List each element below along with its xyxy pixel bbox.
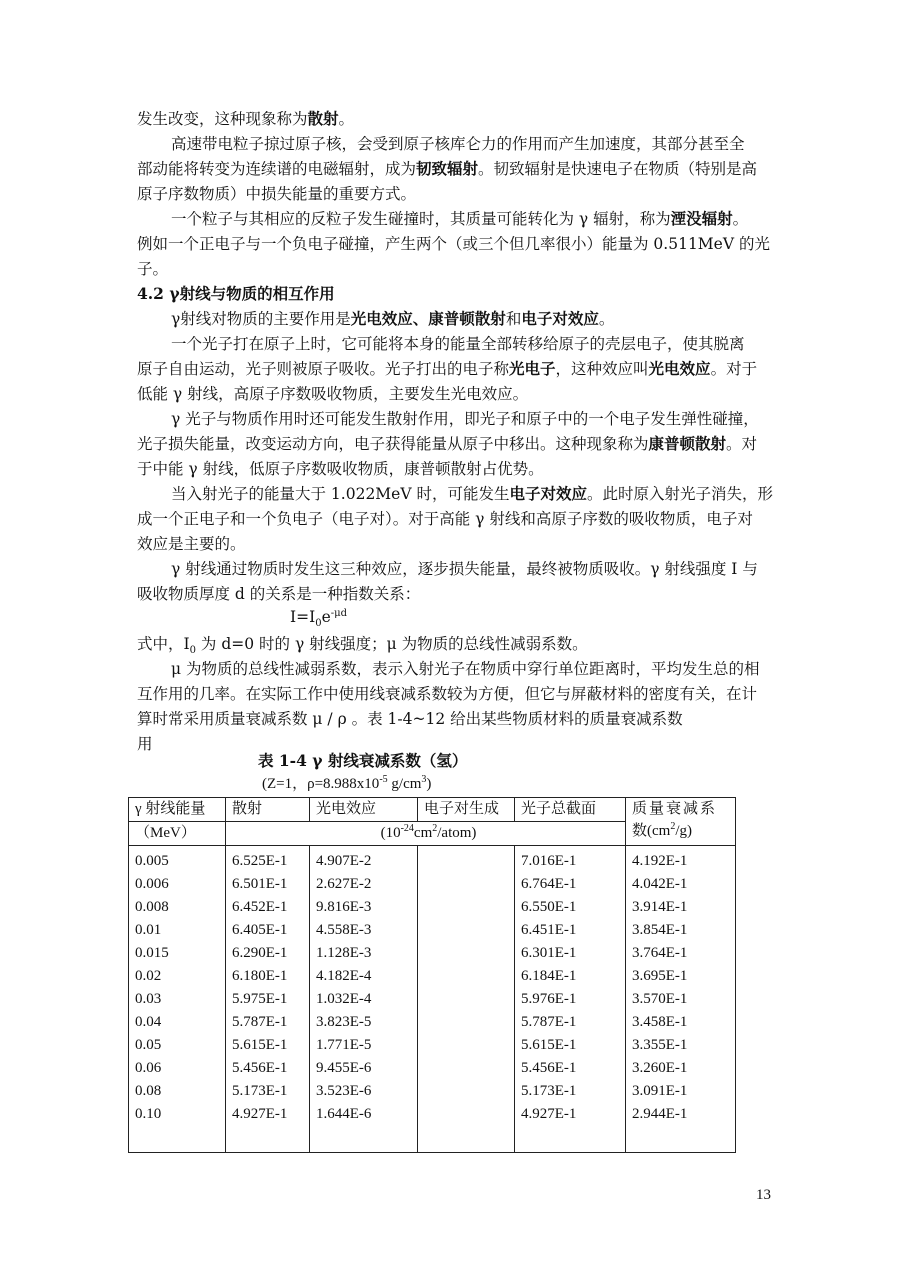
paragraph-line: 发生改变，这种现象称为散射。 (137, 109, 355, 128)
table-cell: 6.405E-1 (226, 919, 310, 942)
table-cell: 0.01 (129, 919, 226, 942)
table-cell: 5.456E-1 (515, 1057, 626, 1080)
table-cell: 6.180E-1 (226, 965, 310, 988)
paragraph-line: 光子损失能量，改变运动方向，电子获得能量从原子中移出。这种现象称为康普顿散射。对 (137, 434, 758, 453)
table-cell (418, 988, 515, 1011)
table-cell: 5.615E-1 (226, 1034, 310, 1057)
table-cell: 3.854E-1 (626, 919, 736, 942)
table-subcaption: (Z=1，$\rho=8.988x10^{-5}$ $g/cm^3$) (262, 774, 432, 792)
table-cell: 1.032E-4 (310, 988, 418, 1011)
table-cell (418, 873, 515, 896)
table-cell: 6.550E-1 (515, 896, 626, 919)
table-cell: 5.976E-1 (515, 988, 626, 1011)
paragraph-line: 算时常采用质量衰减系数 μ / ρ 。表 1-4~12 给出某些物质材料的质量衰减系数 (137, 710, 683, 728)
table-cell: 3.260E-1 (626, 1057, 736, 1080)
table-cell (418, 1080, 515, 1103)
table-cell: 5.787E-1 (515, 1011, 626, 1034)
table-cell: 3.570E-1 (626, 988, 736, 1011)
header-pair-production: 电子对生成 (418, 798, 515, 822)
table-row (129, 919, 736, 942)
table-cell: 4.558E-3 (310, 919, 418, 942)
paragraph-line: 成一个正电子和一个负电子（电子对）。对于高能 γ 射线和高原子序数的吸收物质，电子对 (137, 510, 753, 528)
table-cell: 5.456E-1 (226, 1057, 310, 1080)
table-cell: 1.644E-6 (310, 1103, 418, 1126)
header-scatter: 散射 (226, 798, 310, 822)
table-cell (418, 1034, 515, 1057)
table-cell: 2.627E-2 (310, 873, 418, 896)
table-cell: 6.764E-1 (515, 873, 626, 896)
table-cell (418, 1011, 515, 1034)
table-cell (226, 1126, 310, 1153)
table-cell: 0.03 (129, 988, 226, 1011)
header-total-cross-section: 光子总截面 (515, 798, 626, 822)
table-cell: 0.008 (129, 896, 226, 919)
table-cell: 2.944E-1 (626, 1103, 736, 1126)
table-cell: 1.771E-5 (310, 1034, 418, 1057)
table-row (129, 1057, 736, 1080)
paragraph-line: 用 (137, 735, 153, 753)
paragraph-line: 原子序数物质）中损失能量的重要方式。 (137, 185, 417, 203)
header-photoelectric: 光电效应 (310, 798, 418, 822)
table-row (129, 846, 736, 874)
table-cell: 5.787E-1 (226, 1011, 310, 1034)
table-cell: 5.975E-1 (226, 988, 310, 1011)
header-energy: γ 射线能量 (129, 798, 226, 822)
table-caption: 表 1-4 γ 射线衰减系数（氢） (258, 751, 468, 770)
table-cell: 4.182E-4 (310, 965, 418, 988)
table-cell: 3.458E-1 (626, 1011, 736, 1034)
paragraph-line: 式中，$I_0$ 为 d=0 时的 γ 射线强度；μ 为物质的总线性减弱系数。 (137, 635, 588, 657)
table-row (129, 1103, 736, 1126)
table-cell: 0.05 (129, 1034, 226, 1057)
table-cell: 5.615E-1 (515, 1034, 626, 1057)
header-cross-section-unit: $(10^{-24}cm^2/atom)$ (226, 822, 626, 846)
table-cell: 3.355E-1 (626, 1034, 736, 1057)
table-cell: 4.927E-1 (515, 1103, 626, 1126)
table-cell: 3.914E-1 (626, 896, 736, 919)
table-row (129, 965, 736, 988)
paragraph-line: 部动能将转变为连续谱的电磁辐射，成为韧致辐射。韧致辐射是快速电子在物质（特别是高 (137, 159, 758, 178)
table-cell: 6.184E-1 (515, 965, 626, 988)
table-cell (515, 1126, 626, 1153)
table-cell: 4.192E-1 (626, 846, 736, 874)
table-row (129, 873, 736, 896)
table-cell: 0.005 (129, 846, 226, 874)
paragraph-line: 例如一个正电子与一个负电子碰撞，产生两个（或三个但几率很小）能量为 0.511MeV 的光 (137, 235, 770, 253)
table-cell: 6.290E-1 (226, 942, 310, 965)
paragraph-line: 一个粒子与其相应的反粒子发生碰撞时，其质量可能转化为 γ 辐射，称为湮没辐射。 (171, 209, 749, 228)
table-cell: 4.907E-2 (310, 846, 418, 874)
table-cell: 7.016E-1 (515, 846, 626, 874)
table-cell: 1.128E-3 (310, 942, 418, 965)
table-row (129, 1126, 736, 1153)
table-row (129, 942, 736, 965)
table-cell (418, 942, 515, 965)
table-cell: 6.451E-1 (515, 919, 626, 942)
table-cell (129, 1126, 226, 1153)
table-cell (418, 965, 515, 988)
paragraph-line: γ 射线通过物质时发生这三种效应，逐步损失能量，最终被物质吸收。γ 射线强度 I 与 (171, 560, 758, 578)
table-row (129, 1080, 736, 1103)
table-cell: 3.823E-5 (310, 1011, 418, 1034)
table-cell: 4.042E-1 (626, 873, 736, 896)
table-cell: 0.10 (129, 1103, 226, 1126)
table-row (129, 896, 736, 919)
formula: $I=I_0e^{-\mu d}$ (290, 607, 348, 630)
table-row (129, 1011, 736, 1034)
table-row (129, 988, 736, 1011)
table-cell: 0.015 (129, 942, 226, 965)
table-cell: 3.523E-6 (310, 1080, 418, 1103)
paragraph-line: 互作用的几率。在实际工作中使用线衰减系数较为方便，但它与屏蔽材料的密度有关，在计 (137, 685, 758, 703)
table-cell: 9.816E-3 (310, 896, 418, 919)
paragraph-line: 低能 γ 射线，高原子序数吸收物质，主要发生光电效应。 (137, 385, 529, 403)
table-cell: 5.173E-1 (515, 1080, 626, 1103)
paragraph-line: 子。 (137, 260, 169, 278)
paragraph-line: 于中能 γ 射线，低原子序数吸收物质，康普顿散射占优势。 (137, 460, 544, 478)
table-cell: 6.452E-1 (226, 896, 310, 919)
paragraph-line: 高速带电粒子掠过原子核，会受到原子核库仑力的作用而产生加速度，其部分甚至全 (171, 135, 745, 153)
paragraph-line: γ射线对物质的主要作用是光电效应、康普顿散射和电子对效应。 (171, 309, 615, 328)
table-cell: 3.695E-1 (626, 965, 736, 988)
paragraph-line: μ 为物质的总线性减弱系数，表示入射光子在物质中穿行单位距离时，平均发生总的相 (171, 660, 760, 678)
table-cell (418, 1057, 515, 1080)
table-cell (418, 919, 515, 942)
table-cell: 6.525E-1 (226, 846, 310, 874)
table-cell: 0.06 (129, 1057, 226, 1080)
table-header-row (129, 798, 736, 822)
table-cell: 0.08 (129, 1080, 226, 1103)
table-cell: 3.091E-1 (626, 1080, 736, 1103)
paragraph-line: 当入射光子的能量大于 1.022MeV 时，可能发生电子对效应。此时原入射光子消失，形 (171, 484, 773, 503)
table-cell (418, 1126, 515, 1153)
table-row (129, 1034, 736, 1057)
table-cell (310, 1126, 418, 1153)
table-cell: 3.764E-1 (626, 942, 736, 965)
paragraph-line: γ 光子与物质作用时还可能发生散射作用，即光子和原子中的一个电子发生弹性碰撞， (171, 410, 759, 428)
table-cell: 5.173E-1 (226, 1080, 310, 1103)
section-heading: 4.2 γ射线与物质的相互作用 (137, 284, 335, 303)
paragraph-line: 原子自由运动，光子则被原子吸收。光子打出的电子称光电子，这种效应叫光电效应。对于 (137, 359, 758, 378)
table-cell: 9.455E-6 (310, 1057, 418, 1080)
table-cell (418, 846, 515, 874)
table-cell: 6.301E-1 (515, 942, 626, 965)
table-cell (626, 1126, 736, 1153)
table-cell: 0.04 (129, 1011, 226, 1034)
table-cell (418, 1103, 515, 1126)
table-cell: 4.927E-1 (226, 1103, 310, 1126)
table-cell: 6.501E-1 (226, 873, 310, 896)
table-cell (418, 896, 515, 919)
paragraph-line: 吸收物质厚度 d 的关系是一种指数关系： (137, 585, 421, 603)
table-cell: 0.02 (129, 965, 226, 988)
header-energy-unit: （MeV） (129, 822, 226, 846)
attenuation-table (128, 797, 736, 1153)
table-cell: 0.006 (129, 873, 226, 896)
header-mass-attenuation: 质量衰减系 数$(cm^2/g)$ (626, 798, 736, 846)
page-number: 13 (756, 1187, 771, 1203)
paragraph-line: 效应是主要的。 (137, 535, 246, 553)
paragraph-line: 一个光子打在原子上时，它可能将本身的能量全部转移给原子的壳层电子，使其脱离 (171, 335, 745, 353)
